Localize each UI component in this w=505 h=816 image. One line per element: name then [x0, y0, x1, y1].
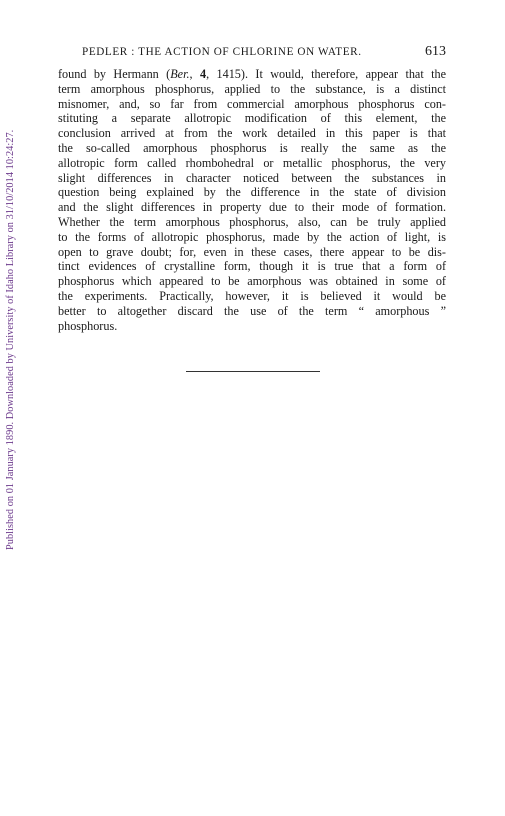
text-line-1-post: , 1415). It would, therefore, appear that the — [206, 67, 447, 81]
text-line: misnomer, and, so far from commercial amorphous phosphorus con- — [58, 96, 446, 111]
page-number: 613 — [425, 44, 446, 59]
text-line: and the slight differences in property due to their mode of formation. — [58, 200, 446, 215]
text-line: tinct evidences of crystalline form, though it is true that a form of — [58, 259, 446, 274]
text-line-final: phosphorus. — [58, 318, 118, 333]
text-line: better to altogether discard the use of the term “ amorphous ” — [58, 303, 446, 318]
running-header — [58, 45, 446, 61]
citation-separator: , — [189, 67, 200, 81]
running-title: PEDLER : THE ACTION OF CHLORINE ON WATER. — [82, 46, 362, 58]
citation-journal: Ber. — [170, 67, 190, 81]
download-stamp — [1, 80, 19, 550]
text-line: the experiments. Practically, however, it is believed it would be — [58, 288, 446, 303]
text-line: term amorphous phosphorus, applied to the substance, is a distinct — [58, 81, 446, 96]
text-line: conclusion arrived at from the work detailed in this paper is that — [58, 126, 446, 141]
article-body — [58, 67, 446, 333]
text-line-1 — [58, 67, 446, 82]
text-line: to the forms of allotropic phosphorus, made by the action of light, is — [58, 229, 446, 244]
section-end-rule — [186, 371, 320, 372]
text-line: allotropic form called rhombohedral or metallic phosphorus, the very — [58, 155, 446, 170]
text-line: phosphorus which appeared to be amorphous was obtained in some of — [58, 274, 446, 289]
text-line: slight differences in character noticed between the substances in — [58, 170, 446, 185]
download-stamp-text: Published on 01 January 1890. Downloaded by University of Idaho Library on 31/10/2014 10:24:27. — [5, 129, 16, 550]
text-line: the so-called amorphous phosphorus is really the same as the — [58, 140, 446, 155]
text-line: question being explained by the difference in the state of division — [58, 185, 446, 200]
text-line: stituting a separate allotropic modification of this element, the — [58, 111, 446, 126]
citation-volume: 4 — [199, 67, 207, 81]
text-line: Whether the term amorphous phosphorus, also, can be truly applied — [58, 214, 446, 229]
text-line: open to grave doubt; for, even in these cases, there appear to be dis- — [58, 244, 446, 259]
text-line-1-pre: found by Hermann ( — [58, 67, 171, 81]
